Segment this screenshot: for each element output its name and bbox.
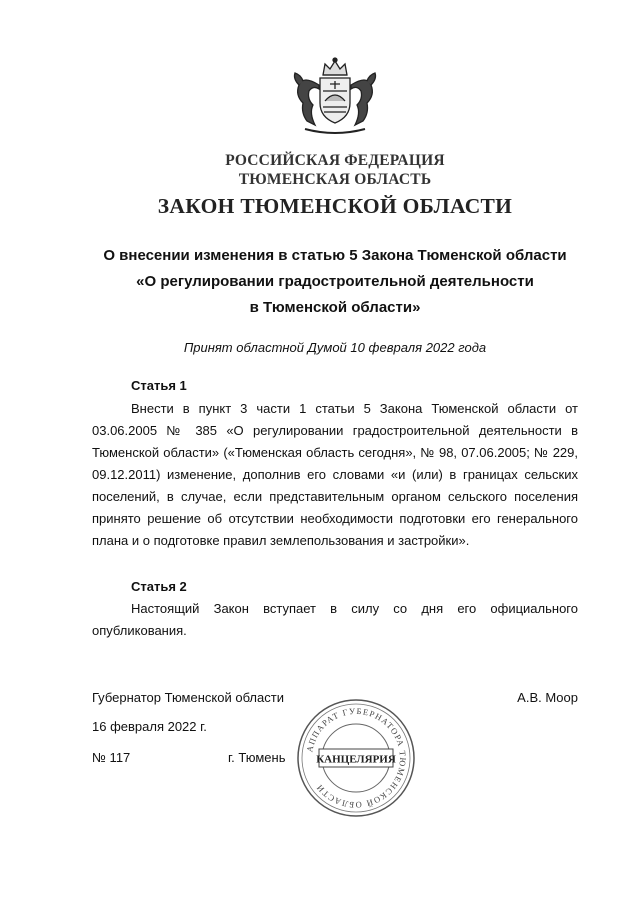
article-2-heading: Статья 2 [131,579,187,594]
coat-of-arms-icon [287,55,383,141]
region-name: ТЮМЕНСКАЯ ОБЛАСТЬ [238,171,432,188]
document-title-line-3: в Тюменской области» [249,299,421,316]
adoption-note: Принят областной Думой 10 февраля 2022 года [183,340,487,355]
country-name: РОССИЙСКАЯ ФЕДЕРАЦИЯ [225,152,445,169]
document-title-line-1: О внесении изменения в статью 5 Закона Тюменской области [103,247,567,264]
stamp-center-text: КАНЦЕЛЯРИЯ [316,753,396,766]
law-heading: ЗАКОН ТЮМЕНСКОЙ ОБЛАСТИ [157,194,513,218]
law-number: № 117 [92,750,131,765]
stamp-icon [295,697,417,819]
article-1-text: Внести в пункт 3 части 1 статьи 5 Закона Тюменской области от 03.06.2005 № 385 «О регулировании градостроительной деятельности в Тюменской области» («Тюменская область сегодня», № 98, 07.06.2005; № 229, 09.12.2011) изменение, дополнив его словами «и (или) в границах сельских поселений, в случае, если представительным органом сельского поселения принято решение об отсутствии необходимости подготовки его генерального плана и о подготовке правил землепользования и застройки». [92,401,578,548]
document-title-line-2: «О регулировании градостроительной деятельности [136,273,534,290]
article-2-text: Настоящий Закон вступает в силу со дня его официального опубликования. [92,601,578,638]
governor-title: Губернатор Тюменской области [92,690,284,705]
signing-city: г. Тюмень [228,750,286,765]
article-1-heading: Статья 1 [131,378,187,393]
signing-date: 16 февраля 2022 г. [92,719,207,734]
governor-name: А.В. Моор [517,690,578,705]
stamp-ring-text: АППАРАТ ГУБЕРНАТОРА ТЮМЕНСКОЙ ОБЛАСТИ [304,705,409,811]
